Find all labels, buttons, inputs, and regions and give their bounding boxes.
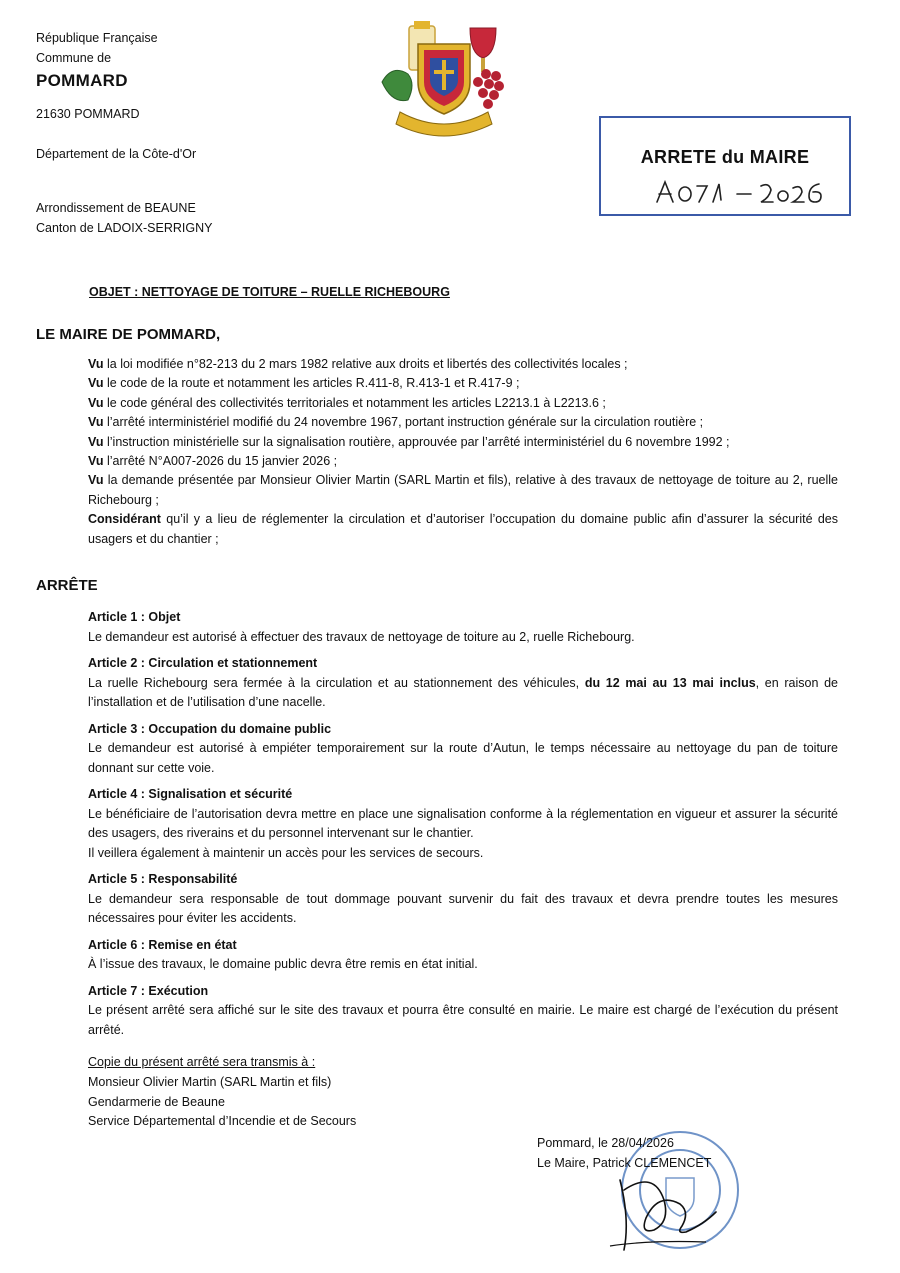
- article-text: Le bénéficiaire de l’autorisation devra mettre en place une signalisation conforme à la réglementation en vigueur et assurer la sécurité des usagers, des riverains et du personnel intervenant sur le chantier.: [88, 806, 838, 840]
- article-text: La ruelle Richebourg sera fermée à la circulation et au stationnement des véhicules, du 12 mai au 13 mai inclus, en raison de l’installation et de l’utilisation d’une nacelle.: [88, 675, 838, 709]
- article-title: Article 6 : Remise en état: [88, 937, 237, 952]
- article-title: Article 4 : Signalisation et sécurité: [88, 787, 293, 801]
- arrondissement-line: Arrondissement de BEAUNE: [36, 201, 196, 215]
- recipient-item: Monsieur Olivier Martin (SARL Martin et fils): [88, 1074, 332, 1089]
- place-date: Pommard, le 28/04/2026: [537, 1136, 674, 1150]
- article-1: [88, 608, 838, 647]
- republic-line: République Française: [36, 31, 158, 45]
- article-2: [88, 654, 838, 713]
- signer-name: Le Maire, Patrick CLEMENCET: [537, 1156, 712, 1170]
- decree-title-box: [599, 116, 851, 216]
- subject-line: OBJET : NETTOYAGE DE TOITURE – RUELLE RICHEBOURG: [89, 285, 450, 299]
- reference-item: Vu l’arrêté N°A007-2026 du 15 janvier 2026 ;: [88, 454, 338, 469]
- reference-item: Vu le code de la route et notamment les articles R.411-8, R.413-1 et R.417-9 ;: [88, 376, 520, 391]
- reference-item: Vu l’arrêté interministériel modifié du 24 novembre 1967, portant instruction générale sur la circulation routière ;: [88, 415, 704, 430]
- reference-item: Vu le code général des collectivités territoriales et notamment les articles L2213.1 à L2213.6 ;: [88, 395, 606, 410]
- article-text: Le demandeur est autorisé à effectuer des travaux de nettoyage de toiture au 2, ruelle Richebourg.: [88, 629, 635, 644]
- article-text: À l’issue des travaux, le domaine public devra être remis en état initial.: [88, 957, 478, 971]
- article-5: [88, 870, 838, 929]
- article-title: Article 7 : Exécution: [88, 983, 209, 998]
- postal-line: 21630 POMMARD: [36, 107, 140, 121]
- article-title: Article 3 : Occupation du domaine public: [88, 721, 332, 736]
- article-4: [88, 785, 838, 863]
- town-name: POMMARD: [36, 71, 128, 90]
- issuer-header: [36, 28, 296, 238]
- canton-line: Canton de LADOIX-SERRIGNY: [36, 221, 213, 235]
- mayor-heading: LE MAIRE DE POMMARD,: [36, 326, 221, 343]
- article-7: [88, 982, 838, 1041]
- recipient-item: Gendarmerie de Beaune: [88, 1094, 225, 1109]
- article-text: Le demandeur sera responsable de tout dommage pouvant survenir du fait des travaux et devra prendre toutes les mesures nécessaires pour éviter les accidents.: [88, 891, 838, 925]
- articles-list: [88, 608, 838, 1047]
- article-3: [88, 720, 838, 779]
- reference-item: Vu l’instruction ministérielle sur la signalisation routière, approuvée par l’arrêté interministériel du 6 novembre 1992 ;: [88, 434, 730, 449]
- distribution-lead: Copie du présent arrêté sera transmis à :: [88, 1055, 316, 1069]
- commune-line: Commune de: [36, 51, 112, 65]
- reference-item: Vu la loi modifiée n°82-213 du 2 mars 1982 relative aux droits et libertés des collectivités locales ;: [88, 357, 628, 371]
- decree-title: ARRETE du MAIRE: [640, 147, 810, 167]
- article-title: Article 2 : Circulation et stationnement: [88, 656, 318, 670]
- legal-references: [88, 355, 838, 549]
- article-title: Article 5 : Responsabilité: [88, 872, 238, 886]
- article-text: Le présent arrêté sera affiché sur le site des travaux et pourra être consulté en mairie. Le maire est chargé de l’exécution du présent arrêté.: [88, 1003, 838, 1037]
- decrees-heading: ARRÊTE: [36, 577, 98, 594]
- department-line: Département de la Côte-d'Or: [36, 147, 197, 161]
- article-text: Le demandeur est autorisé à empiéter temporairement sur la route d’Autun, le temps nécessaire au nettoyage du pan de toiture donnant sur cette voie.: [88, 741, 838, 775]
- distribution-list: [88, 1053, 356, 1132]
- handwritten-signature: [600, 1150, 720, 1260]
- article-6: [88, 936, 838, 975]
- article-text-2: Il veillera également à maintenir un accès pour les services de secours.: [88, 845, 484, 860]
- reference-item: Vu la demande présentée par Monsieur Olivier Martin (SARL Martin et fils), relative à des travaux de nettoyage de toiture au 2, ruelle Richebourg ;: [88, 473, 838, 507]
- article-title: Article 1 : Objet: [88, 610, 181, 624]
- decree-number-handwritten: [601, 174, 849, 210]
- recipient-item: Service Départemental d’Incendie et de Secours: [88, 1114, 357, 1129]
- considerant-item: Considérant qu’il y a lieu de réglementer la circulation et d’autoriser l’occupation du domaine public afin d’assurer la sécurité des usagers et du chantier ;: [88, 512, 838, 546]
- coat-of-arms-logo: [378, 20, 508, 138]
